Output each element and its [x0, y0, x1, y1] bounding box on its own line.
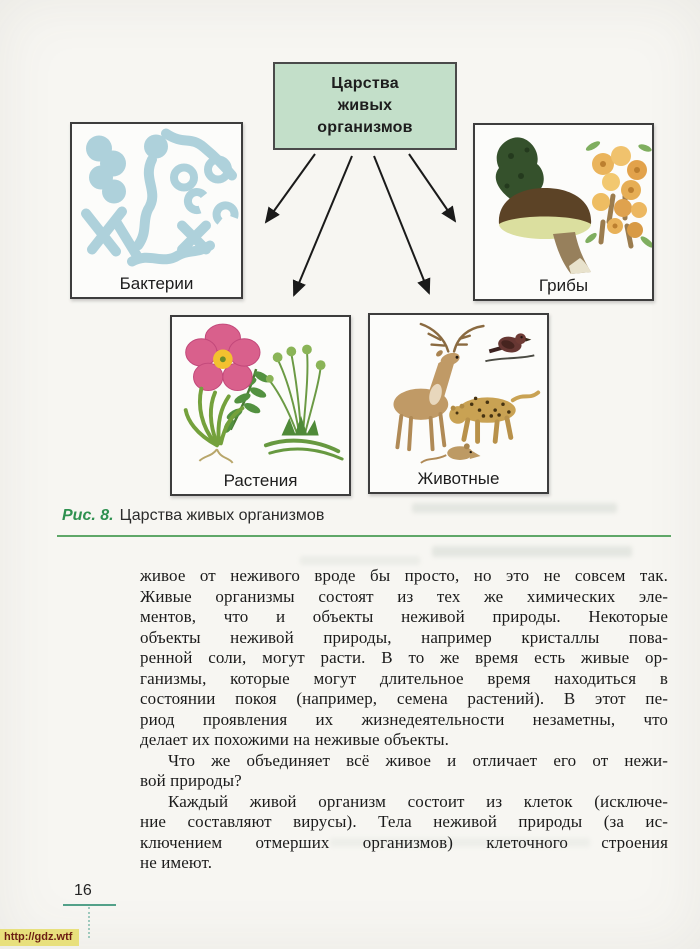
body-text — [140, 566, 668, 874]
body-text-line: риод проявления их жизнедеятельности незаметны, что — [140, 709, 668, 729]
body-text-line: ние составляют вирусы). Тела неживой природы (за ис- — [140, 812, 668, 831]
kingdom-label-bacteria: Бактерии — [119, 274, 194, 293]
paragraph — [140, 566, 668, 751]
animals-illustration — [370, 315, 547, 468]
body-text-line: ключением отмерших организмов) клеточного строения — [140, 832, 668, 852]
page-number: 16 — [74, 882, 92, 899]
body-text-line: живое от неживого вроде бы просто, но это не совсем так. — [140, 566, 668, 585]
paragraph — [140, 751, 668, 792]
kingdom-label-animals: Животные — [417, 469, 500, 488]
paragraph — [140, 792, 668, 874]
bleedthrough-artifact — [412, 503, 617, 513]
diagram-root-box — [273, 62, 457, 150]
kingdom-card-bacteria — [70, 122, 243, 299]
footer-dotted-line — [88, 907, 90, 938]
root-box-line: Царства — [331, 75, 399, 92]
caption-divider — [57, 535, 671, 537]
kingdom-card-fungi — [473, 123, 654, 301]
bacteria-illustration — [72, 124, 241, 273]
footer-rule — [63, 904, 116, 906]
watermark-url: http://gdz.wtf — [0, 929, 79, 946]
figure-label: Рис. 8. — [62, 507, 114, 524]
body-text-line: ренной соли, могут расти. В то же время есть живые ор- — [140, 648, 668, 667]
body-text-line: вой природы? — [140, 771, 242, 790]
kingdom-card-plants — [170, 315, 351, 496]
body-text-line: состоянии покоя (например, семена растений). В этот пе- — [140, 689, 668, 708]
kingdom-card-animals — [368, 313, 549, 494]
root-box-line: организмов — [317, 119, 413, 136]
body-text-line: не имеют. — [140, 853, 213, 872]
body-text-line: ментов, что и объекты неживой природы. Некоторые — [140, 607, 668, 626]
plants-illustration — [172, 317, 349, 470]
body-text-line: Живые организмы состоят из тех же химических эле- — [140, 586, 668, 606]
figure-caption-text: Царства живых организмов — [119, 507, 325, 524]
body-text-line: Каждый живой организм состоит из клеток (исключе- — [168, 791, 668, 811]
kingdom-label-fungi: Грибы — [538, 276, 589, 295]
body-text-line: делает их похожими на неживые объекты. — [140, 730, 449, 749]
root-box-line: живых — [337, 97, 393, 114]
body-text-line: ганизмы, которые могут длительное время находиться в — [140, 668, 668, 688]
body-text-line: объекты неживой природы, например кристаллы пова- — [140, 627, 668, 647]
figure-caption — [62, 507, 324, 525]
bleedthrough-artifact — [300, 556, 420, 565]
kingdom-label-plants: Растения — [223, 471, 298, 490]
fungi-illustration — [475, 125, 652, 275]
bleedthrough-artifact — [432, 546, 632, 557]
body-text-line: Что же объединяет всё живое и отличает его от нежи- — [168, 750, 668, 770]
